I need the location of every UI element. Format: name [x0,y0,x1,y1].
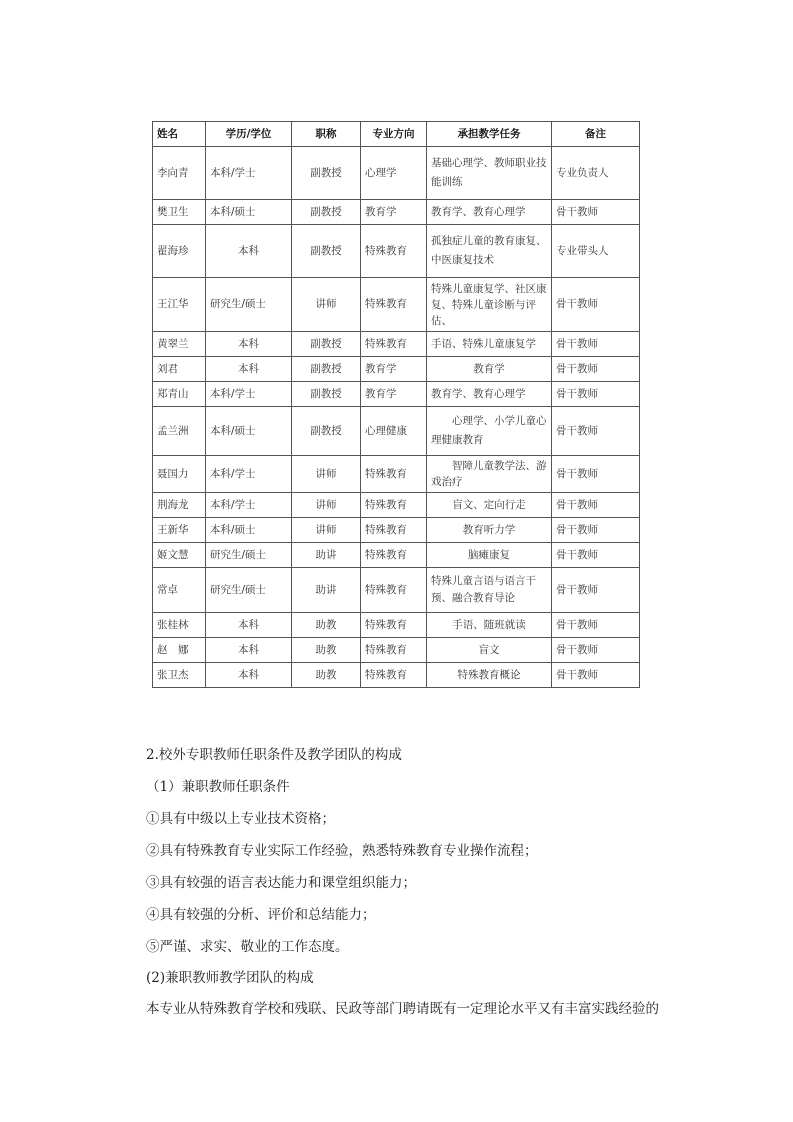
cell-task: 手语、随班就读 [427,613,552,638]
cell-title: 助教 [292,663,361,688]
cell-name: 赵 娜 [153,638,206,663]
cell-major: 特殊教育 [361,613,427,638]
staff-table [152,121,640,688]
table-row [153,568,640,613]
table-row [153,613,640,638]
cell-note: 骨干教师 [552,568,640,613]
cell-degree: 本科 [206,332,292,357]
section-heading: 2.校外专职教师任职条件及教学团队的构成 [146,747,402,763]
cell-note: 骨干教师 [552,456,640,493]
cell-name: 翟海珍 [153,225,206,278]
table-row [153,200,640,225]
cell-name: 聂国力 [153,456,206,493]
cell-degree: 本科 [206,613,292,638]
table-row [153,382,640,407]
cell-major: 特殊教育 [361,568,427,613]
cell-name: 刘君 [153,357,206,382]
cell-task: 教育学、教育心理学 [427,200,552,225]
cell-degree: 研究生/硕士 [206,278,292,332]
table-row [153,456,640,493]
cell-name: 姬文慧 [153,543,206,568]
cell-title: 副教授 [292,147,361,200]
cell-title: 助讲 [292,543,361,568]
cell-title: 讲师 [292,456,361,493]
cell-name: 王新华 [153,518,206,543]
cell-name: 黄翠兰 [153,332,206,357]
cell-title: 讲师 [292,518,361,543]
cell-major: 特殊教育 [361,518,427,543]
cell-name: 郑青山 [153,382,206,407]
cell-note: 骨干教师 [552,332,640,357]
table-row [153,147,640,200]
header-note: 备注 [552,122,640,147]
cell-note: 骨干教师 [552,200,640,225]
table-row [153,663,640,688]
cell-degree: 本科/硕士 [206,518,292,543]
table-row [153,638,640,663]
cell-task: 盲文 [427,638,552,663]
cell-task: 智障儿童教学法、游戏治疗 [427,456,552,493]
cell-name: 荆海龙 [153,493,206,518]
requirement-item: ③具有较强的语言表达能力和课堂组织能力； [146,875,416,891]
cell-task: 特殊教育概论 [427,663,552,688]
table-row [153,332,640,357]
table-row [153,225,640,278]
requirement-item: ④具有较强的分析、评价和总结能力； [146,907,376,923]
cell-name: 张桂林 [153,613,206,638]
cell-degree: 研究生/硕士 [206,568,292,613]
cell-title: 副教授 [292,200,361,225]
table-header-row [153,122,640,147]
cell-major: 特殊教育 [361,278,427,332]
requirement-item: ②具有特殊教育专业实际工作经验，熟悉特殊教育专业操作流程； [146,843,538,859]
cell-major: 教育学 [361,357,427,382]
cell-major: 特殊教育 [361,456,427,493]
cell-title: 副教授 [292,332,361,357]
header-major: 专业方向 [361,122,427,147]
table-row [153,493,640,518]
table-row [153,278,640,332]
cell-degree: 本科/学士 [206,493,292,518]
cell-task: 心理学、小学儿童心理健康教育 [427,407,552,456]
body-paragraph: 本专业从特殊教育学校和残联、民政等部门聘请既有一定理论水平又有丰富实践经验的 [146,1001,659,1017]
cell-note: 骨干教师 [552,407,640,456]
cell-note: 骨干教师 [552,493,640,518]
cell-major: 特殊教育 [361,543,427,568]
table-row [153,518,640,543]
cell-name: 孟兰洲 [153,407,206,456]
cell-note: 骨干教师 [552,278,640,332]
cell-major: 心理健康 [361,407,427,456]
table-row [153,407,640,456]
cell-degree: 本科/学士 [206,456,292,493]
cell-title: 讲师 [292,278,361,332]
header-degree: 学历/学位 [206,122,292,147]
cell-title: 助教 [292,638,361,663]
cell-name: 樊卫生 [153,200,206,225]
cell-major: 教育学 [361,382,427,407]
cell-degree: 研究生/硕士 [206,543,292,568]
cell-note: 专业负责人 [552,147,640,200]
cell-degree: 本科 [206,225,292,278]
cell-degree: 本科/硕士 [206,200,292,225]
cell-task: 教育学、教育心理学 [427,382,552,407]
cell-note: 骨干教师 [552,518,640,543]
cell-name: 常卓 [153,568,206,613]
cell-title: 讲师 [292,493,361,518]
cell-degree: 本科 [206,357,292,382]
cell-title: 助教 [292,613,361,638]
header-title: 职称 [292,122,361,147]
cell-major: 特殊教育 [361,225,427,278]
cell-task: 脑瘫康复 [427,543,552,568]
cell-title: 副教授 [292,407,361,456]
cell-note: 专业带头人 [552,225,640,278]
subheading-team: (2)兼职教师教学团队的构成 [146,970,314,986]
subheading-requirements: （1）兼职教师任职条件 [146,779,290,795]
cell-major: 教育学 [361,200,427,225]
cell-degree: 本科 [206,638,292,663]
cell-task: 教育听力学 [427,518,552,543]
cell-task: 手语、特殊儿童康复学 [427,332,552,357]
cell-name: 李向青 [153,147,206,200]
cell-note: 骨干教师 [552,382,640,407]
cell-name: 张卫杰 [153,663,206,688]
requirement-item: ⑤严谨、求实、敬业的工作态度。 [146,939,349,955]
cell-note: 骨干教师 [552,357,640,382]
cell-major: 特殊教育 [361,332,427,357]
cell-task: 基础心理学、教师职业技能训练 [427,147,552,200]
table-row [153,357,640,382]
table-row [153,543,640,568]
cell-task: 教育学 [427,357,552,382]
header-name: 姓名 [153,122,206,147]
cell-major: 特殊教育 [361,493,427,518]
cell-task: 盲文、定向行走 [427,493,552,518]
cell-degree: 本科/学士 [206,382,292,407]
cell-name: 王江华 [153,278,206,332]
cell-title: 副教授 [292,225,361,278]
cell-task: 特殊儿童言语与语言干预、融合教育导论 [427,568,552,613]
cell-major: 特殊教育 [361,663,427,688]
cell-degree: 本科/硕士 [206,407,292,456]
cell-title: 副教授 [292,382,361,407]
cell-task: 特殊儿童康复学、社区康复、特殊儿童诊断与评估、 [427,278,552,332]
cell-note: 骨干教师 [552,663,640,688]
requirement-item: ①具有中级以上专业技术资格； [146,811,335,827]
cell-note: 骨干教师 [552,613,640,638]
cell-task: 孤独症儿童的教育康复、中医康复技术 [427,225,552,278]
cell-title: 助讲 [292,568,361,613]
header-task: 承担教学任务 [427,122,552,147]
cell-note: 骨干教师 [552,543,640,568]
cell-note: 骨干教师 [552,638,640,663]
cell-title: 副教授 [292,357,361,382]
cell-degree: 本科 [206,663,292,688]
cell-degree: 本科/学士 [206,147,292,200]
cell-major: 心理学 [361,147,427,200]
cell-major: 特殊教育 [361,638,427,663]
